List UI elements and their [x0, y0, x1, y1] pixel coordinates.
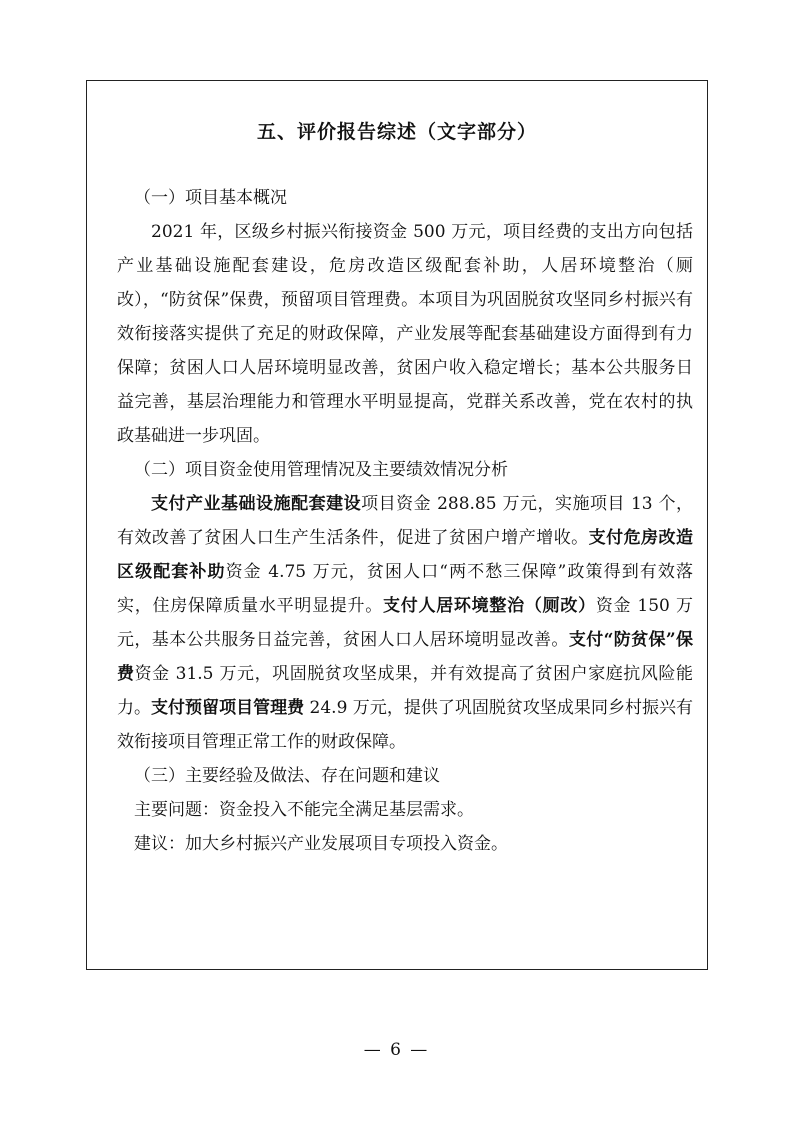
page-number: — 6 — [363, 1040, 430, 1060]
part3-suggestion: 建议：加大乡村振兴产业发展项目专项投入资金。 [134, 834, 508, 854]
part2-seg2-bold: 支付危房改造区级配套补助 [117, 528, 693, 582]
part2-heading: （二）项目资金使用管理情况及主要绩效情况分析 [134, 460, 508, 480]
part1-paragraph: 2021 年，区级乡村振兴衔接资金 500 万元，项目经费的支出方向包括产业基础设施配套建设，危房改造区级配套补助，人居环境整治（厕改），“防贫保”保费，预留项目管理费。本项目为巩固脱贫攻坚同乡村振兴有效衔接落实提供了充足的财政保障，产业发展等配套基础建设方面得到有力保障；贫困人口人居环境明显改善，贫困户收入稳定增长；基本公共服务日益完善，基层治理能力和管理水平明显提高，党群关系改善，党在农村的执政基础进一步巩固。 [117, 222, 693, 446]
part2-seg2-text: 资金 4.75 万元，贫困人口“两不愁三保障”政策得到有效落实，住房保障质量水平明显提升。 [117, 562, 693, 616]
part2-seg5-text: 24.9 万元，提供了巩固脱贫攻坚成果同乡村振兴有效衔接项目管理正常工作的财政保障。 [117, 698, 693, 752]
report-frame [86, 80, 708, 970]
part2-seg4-text: 资金 31.5 万元，巩固脱贫攻坚成果，并有效提高了贫困户家庭抗风险能力。 [117, 664, 693, 718]
part3-problem: 主要问题：资金投入不能完全满足基层需求。 [134, 800, 474, 820]
part2-seg1-text: 项目资金 288.85 万元，实施项目 13 个，有效改善了贫困人口生产生活条件，促进了贫困户增产增收。 [117, 494, 694, 548]
part2-seg5-bold: 支付预留项目管理费 [151, 698, 305, 718]
part2-paragraph [117, 487, 693, 759]
part1-heading: （一）项目基本概况 [134, 188, 287, 208]
part3-heading: （三）主要经验及做法、存在问题和建议 [134, 766, 440, 786]
section-title: 五、评价报告综述（文字部分） [256, 121, 537, 143]
part2-seg3-text: 资金 150 万元，基本公共服务日益完善，贫困人口人居环境明显改善。 [117, 596, 694, 650]
part2-seg3-bold: 支付人居环境整治（厕改） [383, 596, 596, 616]
report-content [117, 181, 693, 861]
part2-seg4-bold: 支付“防贫保”保费 [117, 630, 694, 684]
part2-seg1-bold: 支付产业基础设施配套建设 [151, 494, 362, 514]
